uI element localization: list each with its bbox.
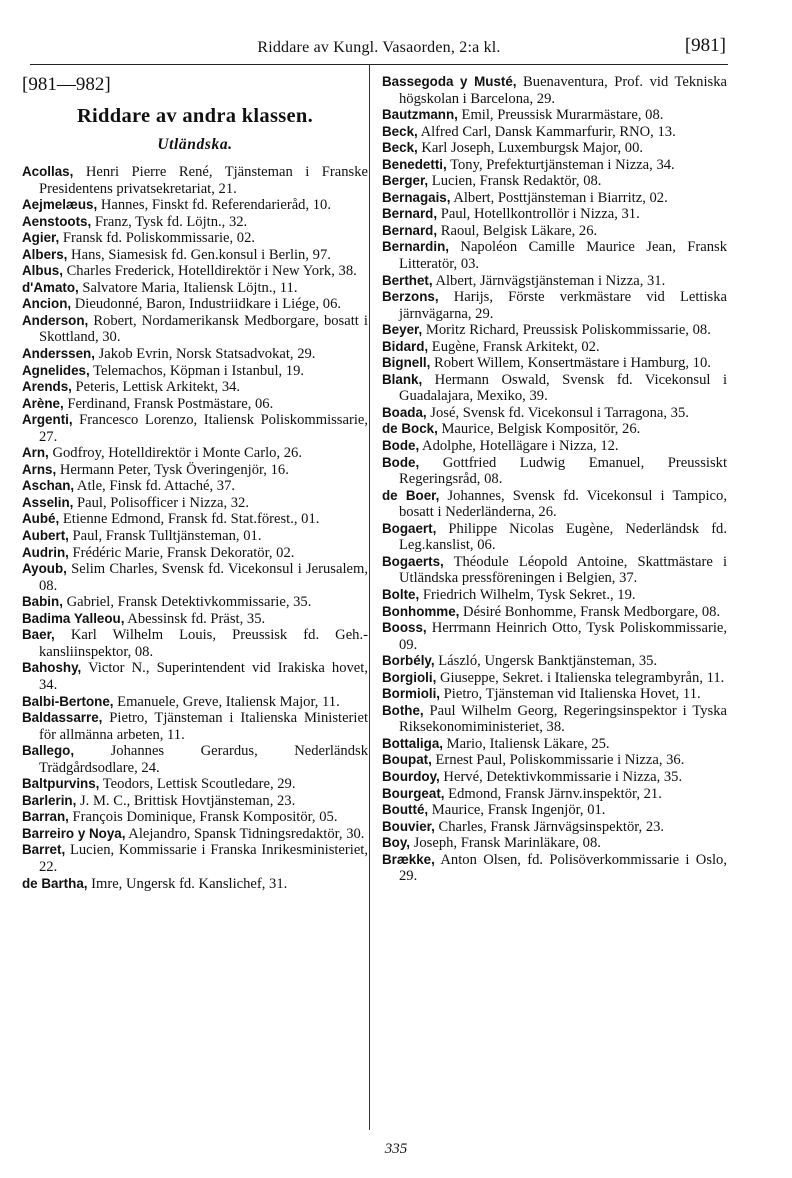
list-item <box>22 462 368 479</box>
column-divider <box>369 64 370 1130</box>
entry-name: Barret, <box>22 842 66 858</box>
section-title: Riddare av andra klassen. <box>76 105 314 127</box>
entry-name: Ayoub, <box>22 561 67 577</box>
entry-name: Aubert, <box>22 528 69 544</box>
entry-text: François Dominique, Fransk Kompositör, 05. <box>68 809 338 826</box>
entry-text: Ferdinand, Fransk Postmästare, 06. <box>63 395 274 412</box>
entry-name: Aejmelæus, <box>22 197 98 213</box>
list-item <box>22 710 368 743</box>
entry-name: Barlerin, <box>22 792 77 808</box>
entry-name: Bode, <box>382 438 420 454</box>
entry-text: Maurice, Belgisk Kompositör, 26. <box>437 421 641 438</box>
list-item <box>22 511 368 528</box>
list-item <box>22 296 368 313</box>
section-subtitle: Utländska. <box>157 136 233 153</box>
entry-text: Paul Wilhelm Georg, Regeringsinspektor i Tyska Riksekonomiministeriet, 38. <box>399 702 727 736</box>
entry-name: Blank, <box>382 371 423 387</box>
list-item <box>22 660 368 693</box>
header-page-number: [981] <box>684 35 726 56</box>
entry-text: Charles, Fransk Järnvägsinspektör, 23. <box>434 818 665 835</box>
entry-text: Salvatore Maria, Italiensk Löjtn., 11. <box>78 279 298 296</box>
entry-name: Barran, <box>22 809 69 825</box>
running-title: Riddare av Kungl. Vasaorden, 2:a kl. <box>257 39 501 56</box>
entry-name: Albers, <box>22 246 68 262</box>
entry-name: de Boer, <box>382 487 440 503</box>
entry-text: Napoléon Camille Maurice Jean, Fransk Litteratör, 03. <box>399 239 727 273</box>
list-item <box>22 230 368 247</box>
entry-text: László, Ungersk Banktjänsteman, 35. <box>434 653 658 670</box>
list-item <box>382 372 727 405</box>
entry-name: Bidard, <box>382 338 429 354</box>
entry-name: Argenti, <box>22 412 73 428</box>
entry-text: Philippe Nicolas Eugène, Nederländsk fd. Leg.kanslist, 06. <box>399 520 727 554</box>
list-item <box>382 587 727 604</box>
entry-name: Bernardin, <box>382 239 449 255</box>
list-item <box>382 620 727 653</box>
entry-name: Arends, <box>22 379 72 395</box>
list-item <box>22 396 368 413</box>
entry-text: Paul, Fransk Tulltjänsteman, 01. <box>68 528 262 545</box>
list-item <box>22 280 368 297</box>
entry-text: Telemachos, Köpman i Istanbul, 19. <box>89 362 305 379</box>
entry-text: Franz, Tysk fd. Löjtn., 32. <box>91 213 248 230</box>
entry-text: J. M. C., Brittisk Hovtjänsteman, 23. <box>76 792 296 809</box>
entry-text: Abessinsk fd. Präst, 35. <box>124 610 266 627</box>
list-item <box>22 346 368 363</box>
entry-name: Bormioli, <box>382 686 441 702</box>
list-item <box>382 521 727 554</box>
list-item <box>382 173 727 190</box>
list-item <box>382 835 727 852</box>
entry-text: Mario, Italiensk Läkare, 25. <box>443 735 610 752</box>
entry-text: Frédéric Marie, Fransk Dekoratör, 02. <box>68 544 295 561</box>
entry-text: Paul, Polisofficer i Nizza, 32. <box>73 494 249 511</box>
entry-name: Bode, <box>382 454 420 470</box>
list-item <box>382 339 727 356</box>
entry-name: Beyer, <box>382 322 423 338</box>
entry-text: Ernest Paul, Poliskommissarie i Nizza, 36. <box>431 752 685 769</box>
list-item <box>382 670 727 687</box>
list-item <box>382 786 727 803</box>
entry-text: Théodule Léopold Antoine, Skattmästare i Utländska pressföreningen i Belgien, 37. <box>399 553 727 587</box>
entry-text: Alfred Carl, Dansk Kammarfurir, RNO, 13. <box>417 123 676 140</box>
entry-text: Johannes Gerardus, Nederländsk Trädgårdsodlare, 24. <box>39 743 368 776</box>
entry-name: de Bartha, <box>22 875 88 891</box>
running-header <box>30 30 728 65</box>
entry-name: Asselin, <box>22 494 74 510</box>
entry-name: Aubé, <box>22 511 60 527</box>
entry-text: Jakob Evrin, Norsk Statsadvokat, 29. <box>94 346 316 363</box>
list-item <box>22 876 368 893</box>
list-item <box>22 809 368 826</box>
entry-text: Albert, Posttjänsteman i Biarritz, 02. <box>450 189 668 206</box>
entry-name: Albus, <box>22 263 63 279</box>
entry-text: Imre, Ungersk fd. Kanslichef, 31. <box>87 875 288 892</box>
list-item <box>382 736 727 753</box>
list-item <box>22 561 368 594</box>
entry-text: Fransk fd. Poliskommissarie, 02. <box>59 230 256 247</box>
entry-text: Lucien, Fransk Redaktör, 08. <box>428 173 602 190</box>
entry-text: Karl Wilhelm Louis, Preussisk fd. Geh.-kansliinspektor, 08. <box>39 627 368 660</box>
list-item <box>22 412 368 445</box>
entry-name: Bernagais, <box>382 189 451 205</box>
entry-text: Gabriel, Fransk Detektivkommissarie, 35. <box>62 594 312 611</box>
entry-name: Barreiro y Noya, <box>22 825 126 841</box>
entry-name: Agier, <box>22 230 60 246</box>
entry-text: Johannes, Svensk fd. Vicekonsul i Tampico, bosatt i Nederländerna, 26. <box>399 487 727 521</box>
entry-text: Dieudonné, Baron, Industriidkare i Liége, 06. <box>71 296 342 313</box>
list-item <box>22 694 368 711</box>
entry-name: Ancion, <box>22 296 72 312</box>
list-item <box>22 263 368 280</box>
entry-text: José, Svensk fd. Vicekonsul i Tarragona, 35. <box>426 404 689 421</box>
entry-name: Berzons, <box>382 289 439 305</box>
list-item <box>22 594 368 611</box>
entry-name: de Bock, <box>382 421 438 437</box>
entry-text: Lucien, Kommissarie i Franska Inrikesministeriet, 22. <box>39 842 368 875</box>
entry-text: Hermann Oswald, Svensk fd. Vicekonsul i Guadalajara, Mexiko, 39. <box>399 371 727 405</box>
list-item <box>382 421 727 438</box>
list-item <box>382 223 727 240</box>
entry-text: Friedrich Wilhelm, Tysk Sekret., 19. <box>419 586 636 603</box>
entry-text: Emil, Preussisk Murarmästare, 08. <box>457 107 664 124</box>
entry-name: Acollas, <box>22 164 74 179</box>
entry-text: Joseph, Fransk Marinläkare, 08. <box>410 835 601 852</box>
list-item <box>22 842 368 875</box>
entry-text: Moritz Richard, Preussisk Poliskommissarie, 08. <box>422 322 711 339</box>
entry-name: Borgioli, <box>382 669 437 685</box>
list-item <box>382 455 727 488</box>
entry-text: Etienne Edmond, Fransk fd. Stat.förest., 01. <box>59 511 320 528</box>
entry-text: Alejandro, Spansk Tidningsredaktör, 30. <box>125 825 365 842</box>
entry-name: Bogaerts, <box>382 553 444 569</box>
entry-name: Beck, <box>382 123 418 139</box>
list-item <box>382 206 727 223</box>
entry-name: Bassegoda y Musté, <box>382 74 517 89</box>
entry-name: Bolte, <box>382 586 420 602</box>
entry-name: Bautzmann, <box>382 107 458 123</box>
list-item <box>22 776 368 793</box>
entry-name: Badima Yalleou, <box>22 610 125 626</box>
list-item <box>22 214 368 231</box>
entry-name: Berger, <box>382 173 429 189</box>
entry-name: Bogaert, <box>382 520 437 536</box>
entry-name: Arn, <box>22 445 49 461</box>
list-item <box>382 289 727 322</box>
entry-text: Hannes, Finskt fd. Referendarieråd, 10. <box>97 197 332 214</box>
list-item <box>22 379 368 396</box>
entry-text: Raoul, Belgisk Läkare, 26. <box>437 222 598 239</box>
list-item <box>382 322 727 339</box>
list-item <box>22 793 368 810</box>
entry-name: Borbély, <box>382 653 435 669</box>
entry-name: Bahoshy, <box>22 660 82 676</box>
entry-text: Charles Frederick, Hotelldirektör i New York, 38. <box>62 263 357 280</box>
entry-name: Bothe, <box>382 702 424 718</box>
entry-name: Bonhomme, <box>382 603 460 619</box>
list-item <box>22 627 368 660</box>
list-item <box>382 124 727 141</box>
entry-text: Peteris, Lettisk Arkitekt, 34. <box>71 379 241 396</box>
entry-name: Boada, <box>382 404 427 420</box>
list-item <box>22 826 368 843</box>
list-item <box>22 247 368 264</box>
list-item <box>382 405 727 422</box>
entry-name: Arène, <box>22 395 64 411</box>
entry-text: Henri Pierre René, Tjänsteman i Franske Presidentens privatsekretariat, 21. <box>39 164 368 197</box>
list-item <box>382 239 727 272</box>
entry-text: Tony, Prefekturtjänsteman i Nizza, 34. <box>446 156 675 173</box>
list-item <box>382 819 727 836</box>
entry-text: Pietro, Tjänsteman i Italienska Ministeriet för allmänna arbeten, 11. <box>39 710 368 743</box>
entry-text: Teodors, Lettisk Scoutledare, 29. <box>99 776 296 793</box>
list-item <box>22 445 368 462</box>
entry-text: Godfroy, Hotelldirektör i Monte Carlo, 26. <box>48 445 302 462</box>
list-item <box>22 313 368 346</box>
entry-name: Bottaliga, <box>382 735 444 751</box>
entry-name: Baldassarre, <box>22 710 103 726</box>
list-item <box>22 197 368 214</box>
list-item <box>382 488 727 521</box>
list-item <box>382 438 727 455</box>
list-item <box>382 686 727 703</box>
list-item <box>22 743 368 776</box>
list-item <box>382 852 727 885</box>
list-item <box>382 190 727 207</box>
list-item <box>382 140 727 157</box>
entry-text: Hermann Peter, Tysk Överingenjör, 16. <box>56 461 289 478</box>
list-item <box>382 554 727 587</box>
list-item <box>22 528 368 545</box>
entry-text: Atle, Finsk fd. Attaché, 37. <box>74 478 236 495</box>
entry-text: Albert, Järnvägstjänsteman i Nizza, 31. <box>432 272 666 289</box>
list-item <box>382 802 727 819</box>
list-item <box>382 752 727 769</box>
entry-name: Bourgeat, <box>382 785 445 801</box>
entry-text: Hervé, Detektivkommissarie i Nizza, 35. <box>439 768 683 785</box>
list-item <box>22 545 368 562</box>
entry-name: Arns, <box>22 461 57 477</box>
entry-name: Baltpurvins, <box>22 776 100 792</box>
entry-name: d'Amato, <box>22 279 79 295</box>
right-entries-list <box>382 74 727 885</box>
list-item <box>382 703 727 736</box>
entry-text: Giuseppe, Sekret. i Italienska telegrambyrån, 11. <box>436 669 725 686</box>
list-item <box>22 611 368 628</box>
entry-text: Karl Joseph, Luxemburgsk Major, 00. <box>417 140 644 157</box>
entry-name: Ballego, <box>22 743 75 759</box>
entry-name: Audrin, <box>22 544 69 560</box>
entry-name: Balbi-Bertone, <box>22 693 114 709</box>
entry-text: Herrmann Heinrich Otto, Tysk Poliskommissarie, 09. <box>399 620 727 653</box>
left-entries-list <box>22 164 368 892</box>
list-item <box>22 478 368 495</box>
list-item <box>382 157 727 174</box>
entry-text: Désiré Bonhomme, Fransk Medborgare, 08. <box>459 603 721 620</box>
entry-text: Harijs, Förste verkmästare vid Lettiska järnvägarna, 29. <box>399 289 727 322</box>
entry-text: Emanuele, Greve, Italiensk Major, 11. <box>113 693 340 710</box>
entry-name: Bernard, <box>382 206 438 222</box>
right-column <box>382 74 727 885</box>
list-item <box>22 164 368 197</box>
entry-name: Brække, <box>382 851 435 867</box>
list-item <box>382 604 727 621</box>
entry-name: Bourdoy, <box>382 768 440 784</box>
entry-name: Baer, <box>22 627 55 643</box>
list-item <box>382 273 727 290</box>
entry-text: Eugène, Fransk Arkitekt, 02. <box>428 338 600 355</box>
entry-name: Anderssen, <box>22 346 95 362</box>
list-item <box>382 769 727 786</box>
entry-text: Francesco Lorenzo, Italiensk Poliskommissarie, 27. <box>39 412 368 445</box>
entry-name: Bignell, <box>382 355 431 371</box>
entry-name: Babin, <box>22 594 63 610</box>
entry-range: [981—982] <box>22 74 111 95</box>
entry-text: Buenaventura, Prof. vid Tekniska högskolan i Barcelona, 29. <box>399 74 727 107</box>
entry-text: Gottfried Ludwig Emanuel, Preussiskt Regeringsråd, 08. <box>399 454 727 488</box>
entry-text: Maurice, Fransk Ingenjör, 01. <box>428 802 606 819</box>
list-item <box>382 653 727 670</box>
page-number-footer: 335 <box>384 1141 408 1157</box>
list-item <box>382 74 727 107</box>
entry-text: Paul, Hotellkontrollör i Nizza, 31. <box>437 206 640 223</box>
entry-text: Edmond, Fransk Järnv.inspektör, 21. <box>444 785 662 802</box>
entry-text: Robert, Nordamerikansk Medborgare, bosatt i Skottland, 30. <box>39 312 368 346</box>
entry-name: Boy, <box>382 835 411 851</box>
entry-text: Victor N., Superintendent vid Irakiska hovet, 34. <box>39 660 368 693</box>
entry-name: Boupat, <box>382 752 432 768</box>
entry-name: Aschan, <box>22 478 75 494</box>
entry-text: Hans, Siamesisk fd. Gen.konsul i Berlin, 97. <box>67 246 331 263</box>
entry-name: Berthet, <box>382 272 433 288</box>
entry-text: Pietro, Tjänsteman vid Italienska Hovet, 11. <box>440 686 701 703</box>
entry-text: Robert Willem, Konsertmästare i Hamburg, 10. <box>430 355 711 372</box>
entry-name: Agnelides, <box>22 362 90 378</box>
list-item <box>382 107 727 124</box>
left-column <box>22 74 368 892</box>
list-item <box>382 355 727 372</box>
entry-name: Booss, <box>382 620 427 636</box>
entry-name: Bouvier, <box>382 818 435 834</box>
list-item <box>22 363 368 380</box>
entry-text: Adolphe, Hotellägare i Nizza, 12. <box>419 438 619 455</box>
entry-name: Beck, <box>382 140 418 156</box>
list-item <box>22 495 368 512</box>
entry-name: Bernard, <box>382 222 438 238</box>
entry-name: Boutté, <box>382 802 429 818</box>
entry-name: Anderson, <box>22 312 89 328</box>
entry-text: Anton Olsen, fd. Polisöverkommissarie i Oslo, 29. <box>399 851 727 885</box>
entry-name: Benedetti, <box>382 156 447 172</box>
entry-text: Selim Charles, Svensk fd. Vicekonsul i Jerusalem, 08. <box>39 561 368 594</box>
entry-name: Aenstoots, <box>22 213 92 229</box>
